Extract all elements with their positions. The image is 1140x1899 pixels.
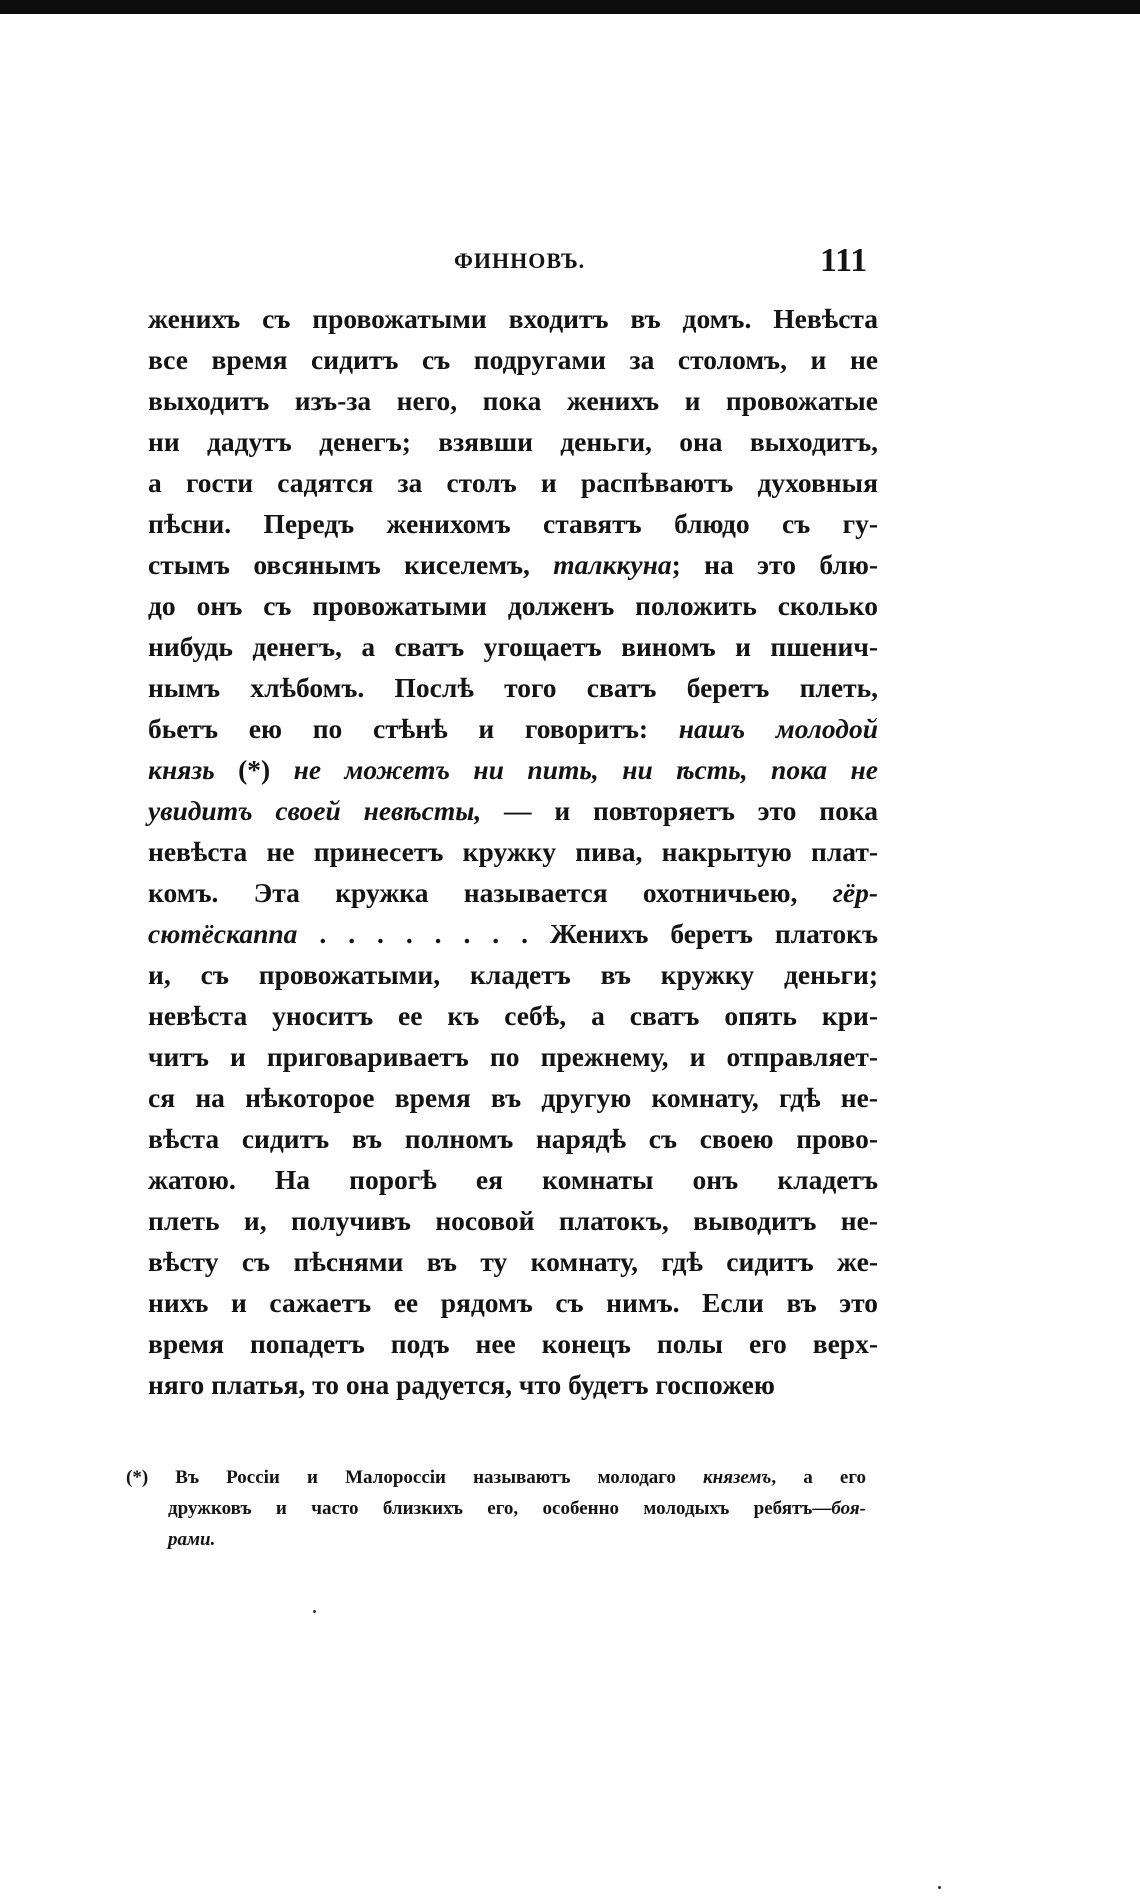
print-speck <box>938 1886 941 1889</box>
footnote <box>126 1462 866 1555</box>
text-line <box>148 503 878 544</box>
text-segment: невѣста не принесетъ кружку пива, накрытую плат- <box>148 836 878 867</box>
text-line <box>148 1323 878 1364</box>
text-line <box>148 1118 878 1159</box>
text-segment: ни дадутъ денегъ; взявши деньги, она выходитъ, <box>148 426 878 457</box>
text-line <box>148 380 878 421</box>
text-line <box>148 1200 878 1241</box>
italic-text: не можетъ ни пить, ни ѣсть, пока не <box>293 754 878 785</box>
text-line <box>148 749 878 790</box>
text-segment: . . . . . . . . Женихъ беретъ платокъ <box>297 918 878 949</box>
running-head <box>0 242 1140 288</box>
text-line <box>148 585 878 626</box>
text-line <box>148 1159 878 1200</box>
text-line <box>148 1282 878 1323</box>
italic-text: увидитъ своей невѣсты, <box>148 795 482 826</box>
text-segment: ; на это блю- <box>671 549 879 580</box>
top-border-rule <box>0 0 1140 14</box>
text-line <box>148 421 878 462</box>
text-line <box>148 1077 878 1118</box>
text-line <box>148 872 878 913</box>
text-line <box>148 995 878 1036</box>
text-segment: плеть и, получивъ носовой платокъ, выводитъ не- <box>148 1205 878 1236</box>
text-segment: до онъ съ провожатыми долженъ положить сколько <box>148 590 878 621</box>
italic-text: боя- <box>831 1498 866 1519</box>
text-segment: пѣсни. Передъ женихомъ ставятъ блюдо съ гу- <box>148 508 878 539</box>
text-segment: — и повторяетъ это пока <box>481 795 878 826</box>
text-segment: няго платья, то она радуется, что будетъ госпожею <box>148 1369 775 1400</box>
text-segment: бьетъ ею по стѣнѣ и говоритъ: <box>148 713 679 744</box>
italic-text: талккуна <box>553 549 672 580</box>
footnote-line <box>126 1462 866 1493</box>
text-segment: нихъ и сажаетъ ее рядомъ съ нимъ. Если въ это <box>148 1287 878 1318</box>
text-line <box>148 708 878 749</box>
text-line <box>148 913 878 954</box>
text-segment: (*) <box>214 754 294 785</box>
footnote-line <box>126 1524 866 1555</box>
text-line <box>148 954 878 995</box>
footnote-line <box>126 1493 866 1524</box>
text-segment: , а его <box>771 1467 867 1488</box>
italic-text: князь <box>148 754 215 785</box>
text-line <box>148 790 878 831</box>
text-segment: время попадетъ подъ нее конецъ полы его верх- <box>148 1328 878 1359</box>
main-text-block <box>148 298 878 1405</box>
page-number: 111 <box>820 242 868 279</box>
text-segment: дружковъ и часто близкихъ его, особенно молодыхъ ребятъ— <box>168 1498 832 1519</box>
text-segment: а гости садятся за столъ и распѣваютъ духовныя <box>148 467 878 498</box>
text-segment: ся на нѣкоторое время въ другую комнату, гдѣ не- <box>148 1082 878 1113</box>
text-segment: нибудь денегъ, а сватъ угощаетъ виномъ и пшенич- <box>148 631 878 662</box>
text-segment: женихъ съ провожатыми входитъ въ домъ. Невѣста <box>148 303 878 334</box>
text-segment: выходитъ изъ-за него, пока женихъ и провожатые <box>148 385 878 416</box>
italic-text: рами. <box>168 1529 216 1550</box>
text-segment: вѣста сидитъ въ полномъ нарядѣ съ своею прово- <box>148 1123 878 1154</box>
text-line <box>148 544 878 585</box>
text-line <box>148 626 878 667</box>
text-segment: невѣста уноситъ ее къ себѣ, а сватъ опять кри- <box>148 1000 878 1031</box>
text-line <box>148 1364 878 1405</box>
italic-text: сютёскаппа <box>148 918 298 949</box>
text-segment: комъ. Эта кружка называется охотничьею, <box>148 877 833 908</box>
text-segment: все время сидитъ съ подругами за столомъ, и не <box>148 344 878 375</box>
text-segment: и, съ провожатыми, кладетъ въ кружку деньги; <box>148 959 878 990</box>
text-line <box>148 462 878 503</box>
text-line <box>148 1241 878 1282</box>
italic-text: нашъ молодой <box>678 713 878 744</box>
text-segment: жатою. На порогѣ ея комнаты онъ кладетъ <box>148 1164 878 1195</box>
text-segment: читъ и приговариваетъ по прежнему, и отправляет- <box>148 1041 878 1072</box>
italic-text: гёр- <box>832 877 878 908</box>
text-line <box>148 1036 878 1077</box>
print-speck <box>313 1610 316 1613</box>
running-title: ФИННОВЪ. <box>454 248 586 273</box>
text-segment: нымъ хлѣбомъ. Послѣ того сватъ беретъ плеть, <box>148 672 878 703</box>
text-line <box>148 831 878 872</box>
text-segment: (*) Въ Россіи и Малороссіи называютъ молодаго <box>126 1467 704 1488</box>
text-segment: стымъ овсянымъ киселемъ, <box>148 549 554 580</box>
text-line <box>148 298 878 339</box>
text-segment: вѣсту съ пѣснями въ ту комнату, гдѣ сидитъ же- <box>148 1246 878 1277</box>
text-line <box>148 339 878 380</box>
italic-text: княземъ <box>703 1467 772 1488</box>
text-line <box>148 667 878 708</box>
